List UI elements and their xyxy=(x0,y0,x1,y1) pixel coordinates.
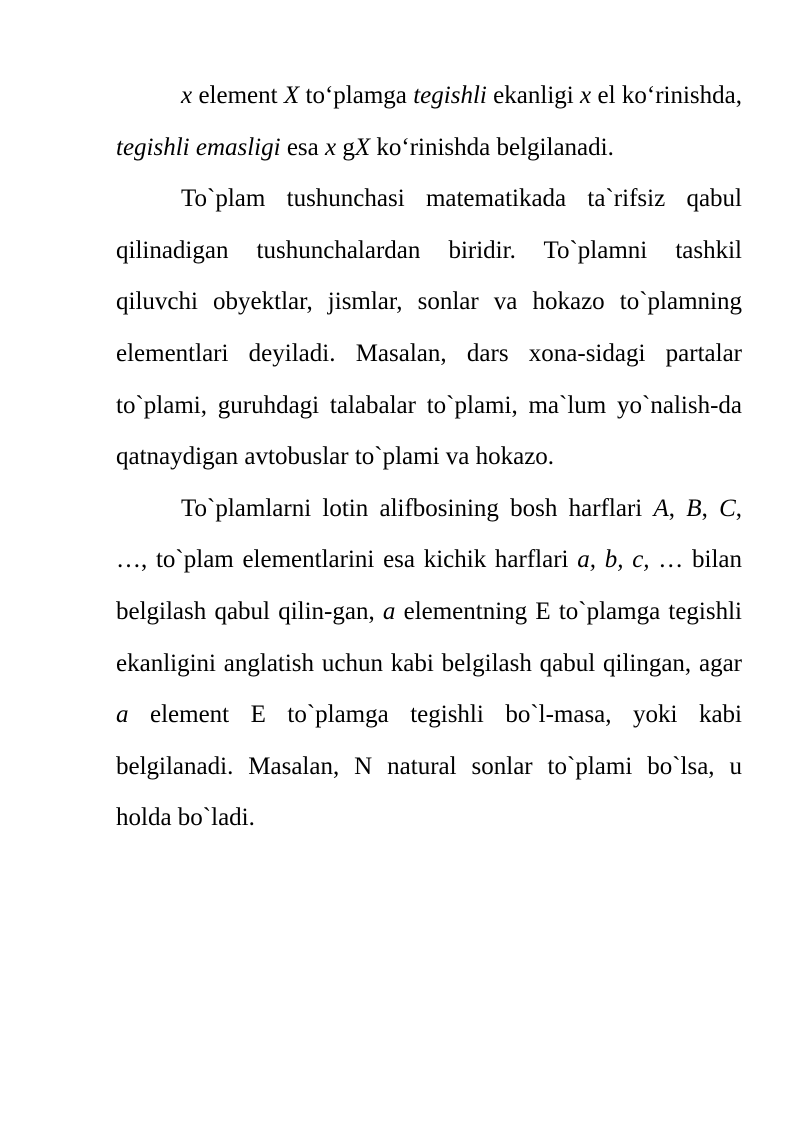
text-span: X xyxy=(283,82,300,109)
text-span: , xyxy=(701,494,720,522)
text-span: , …, to`plam elementlarini esa kichik harflari xyxy=(116,494,743,574)
text-span: , xyxy=(668,494,687,522)
body-text xyxy=(116,70,742,844)
text-span: tegishli emasligi xyxy=(116,133,281,161)
text-span: x xyxy=(325,133,337,161)
text-span: To`plamlarni lotin alifbosining bosh harflari xyxy=(181,494,654,522)
text-span: to‘plamga xyxy=(299,82,414,109)
text-span: el ko‘rinishda, xyxy=(591,82,742,109)
text-span: X xyxy=(354,133,371,161)
text-span: ekanligi xyxy=(486,82,581,109)
text-span: x xyxy=(181,82,193,109)
text-span: C xyxy=(719,494,736,522)
text-span: a xyxy=(382,597,396,625)
text-span: x xyxy=(580,82,592,109)
paragraph-set-definition: To`plam tushunchasi matematikada ta`rifsiz qabul qilinadigan tushunchalardan biridir. To`plamni tashkil qiluvchi obyektlar, jismlar, sonlar va hokazo to`plamning elementlari deyiladi. Masalan, dars xona-sidagi partalar to`plami, guruhdagi talabalar to`plami, ma`lum yo`nalish-da qatnaydigan avtobuslar to`plami va hokazo. xyxy=(116,185,742,471)
text-span: a xyxy=(116,701,129,729)
text-span: tegishli xyxy=(413,82,487,109)
text-span: … bilan belgilash qabul qilin-gan, xyxy=(116,546,742,625)
text-span: B xyxy=(686,494,702,522)
text-span: elementning E to`plamga tegishli ekanligini anglatish uchun kabi belgilash qabul qilingan, agar xyxy=(116,597,742,677)
text-span: ko‘rinishda belgilanadi. xyxy=(370,133,614,161)
text-span: g xyxy=(336,133,355,161)
text-span: element E to`plamga tegishli bo`l-masa, yoki kabi belgilanadi. Masalan, N natural sonlar to`plami bo`lsa, u holda bo`ladi. xyxy=(116,701,742,832)
text-span: A xyxy=(653,494,669,522)
paragraph-membership-notation xyxy=(116,70,742,173)
text-span: element xyxy=(192,82,284,109)
text-span: esa xyxy=(280,133,325,161)
paragraph-set-notation xyxy=(116,483,742,844)
text-span: a, b, c, xyxy=(577,546,650,574)
